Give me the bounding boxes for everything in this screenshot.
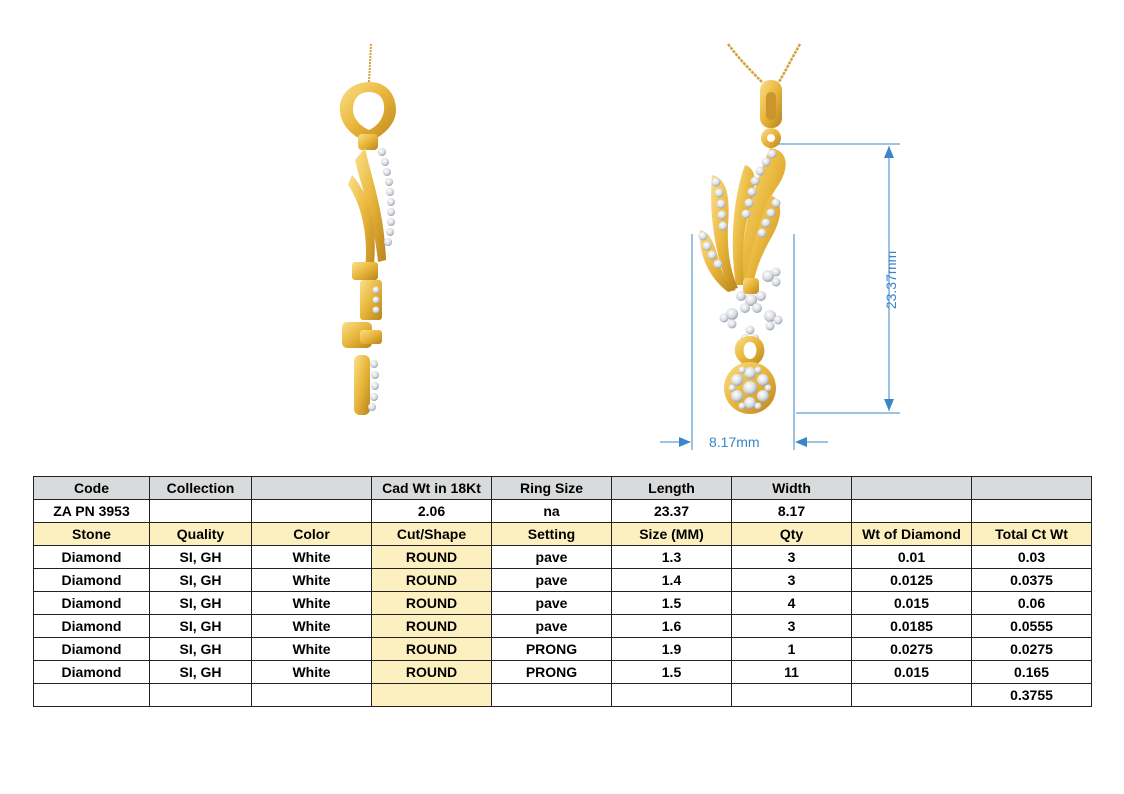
- table-cell: Diamond: [34, 592, 150, 615]
- table-cell: pave: [492, 592, 612, 615]
- height-dimension-label: 23.37mm: [883, 250, 899, 310]
- table-cell: 0.015: [852, 661, 972, 684]
- table-cell: [852, 684, 972, 707]
- table-cell: 0.0185: [852, 615, 972, 638]
- table-cell: White: [252, 592, 372, 615]
- table-cell: Diamond: [34, 638, 150, 661]
- table-cell: SI, GH: [150, 569, 252, 592]
- spec-table: [33, 476, 1092, 707]
- table-cell: Diamond: [34, 546, 150, 569]
- table-cell: 1.9: [612, 638, 732, 661]
- table-cell: 1.5: [612, 661, 732, 684]
- header-cell: Cad Wt in 18Kt: [372, 477, 492, 500]
- table-cell: White: [252, 615, 372, 638]
- table-cell: ROUND: [372, 592, 492, 615]
- table-row: [34, 569, 1092, 592]
- table-cell: 1.3: [612, 546, 732, 569]
- table-cell: ROUND: [372, 661, 492, 684]
- header-cell: [252, 477, 372, 500]
- table-cell: 0.06: [972, 592, 1092, 615]
- header-cell: [852, 477, 972, 500]
- table-cell: Diamond: [34, 569, 150, 592]
- table-row: [34, 592, 1092, 615]
- table-cell: [150, 684, 252, 707]
- table-cell: 3: [732, 615, 852, 638]
- table-cell: 11: [732, 661, 852, 684]
- width-value: 8.17: [732, 500, 852, 523]
- column-header: Setting: [492, 523, 612, 546]
- column-header: Quality: [150, 523, 252, 546]
- table-cell: [732, 684, 852, 707]
- table-cell: 0.0275: [852, 638, 972, 661]
- column-header: Qty: [732, 523, 852, 546]
- column-header: Stone: [34, 523, 150, 546]
- table-cell: 0.165: [972, 661, 1092, 684]
- table-row: [34, 638, 1092, 661]
- table-cell: White: [252, 661, 372, 684]
- table-cell: SI, GH: [150, 615, 252, 638]
- table-cell: Diamond: [34, 615, 150, 638]
- table-cell: PRONG: [492, 638, 612, 661]
- table-cell: 0.015: [852, 592, 972, 615]
- value-cell: [150, 500, 252, 523]
- width-dimension-label: 8.17mm: [709, 434, 760, 450]
- table-cell: pave: [492, 615, 612, 638]
- value-cell: [252, 500, 372, 523]
- table-cell: PRONG: [492, 661, 612, 684]
- table-cell: SI, GH: [150, 638, 252, 661]
- table-cell: 1.5: [612, 592, 732, 615]
- length-value: 23.37: [612, 500, 732, 523]
- table-row: [34, 546, 1092, 569]
- header-cell: Length: [612, 477, 732, 500]
- spec-value-row: [34, 500, 1092, 523]
- table-cell: 0.0375: [972, 569, 1092, 592]
- table-cell: ROUND: [372, 638, 492, 661]
- table-row: [34, 615, 1092, 638]
- table-cell: 0.01: [852, 546, 972, 569]
- table-cell: Diamond: [34, 661, 150, 684]
- column-header: Color: [252, 523, 372, 546]
- table-cell: White: [252, 546, 372, 569]
- table-cell: ROUND: [372, 569, 492, 592]
- table-cell: pave: [492, 546, 612, 569]
- table-cell: [612, 684, 732, 707]
- table-cell: 0.0275: [972, 638, 1092, 661]
- front-view-pendant: [699, 44, 801, 414]
- value-cell: [972, 500, 1092, 523]
- ring-size-value: na: [492, 500, 612, 523]
- table-cell: White: [252, 638, 372, 661]
- table-cell: ROUND: [372, 615, 492, 638]
- column-header: Cut/Shape: [372, 523, 492, 546]
- table-cell: 1.4: [612, 569, 732, 592]
- table-cell: SI, GH: [150, 546, 252, 569]
- column-header: Wt of Diamond: [852, 523, 972, 546]
- value-cell: [852, 500, 972, 523]
- column-header: Total Ct Wt: [972, 523, 1092, 546]
- table-cell: 0.0125: [852, 569, 972, 592]
- header-cell: Code: [34, 477, 150, 500]
- table-cell: 0.0555: [972, 615, 1092, 638]
- table-cell: SI, GH: [150, 661, 252, 684]
- table-cell: [372, 684, 492, 707]
- side-view-pendant: [340, 44, 396, 415]
- header-cell: [972, 477, 1092, 500]
- table-cell: White: [252, 569, 372, 592]
- table-cell: 3: [732, 546, 852, 569]
- header-cell: Width: [732, 477, 852, 500]
- table-cell: [34, 684, 150, 707]
- total-carat-weight: 0.3755: [972, 684, 1092, 707]
- dimension-lines: [660, 144, 900, 450]
- table-cell: [492, 684, 612, 707]
- table-cell: 1: [732, 638, 852, 661]
- header-cell: Collection: [150, 477, 252, 500]
- table-cell: 1.6: [612, 615, 732, 638]
- code-value: ZA PN 3953: [34, 500, 150, 523]
- table-row: [34, 661, 1092, 684]
- table-cell: 0.03: [972, 546, 1092, 569]
- table-cell: ROUND: [372, 546, 492, 569]
- stone-header-row: [34, 523, 1092, 546]
- table-cell: SI, GH: [150, 592, 252, 615]
- total-row: [34, 684, 1092, 707]
- table-cell: 4: [732, 592, 852, 615]
- column-header: Size (MM): [612, 523, 732, 546]
- table-cell: 3: [732, 569, 852, 592]
- table-cell: [252, 684, 372, 707]
- cad-weight-value: 2.06: [372, 500, 492, 523]
- spec-header-row: [34, 477, 1092, 500]
- header-cell: Ring Size: [492, 477, 612, 500]
- table-cell: pave: [492, 569, 612, 592]
